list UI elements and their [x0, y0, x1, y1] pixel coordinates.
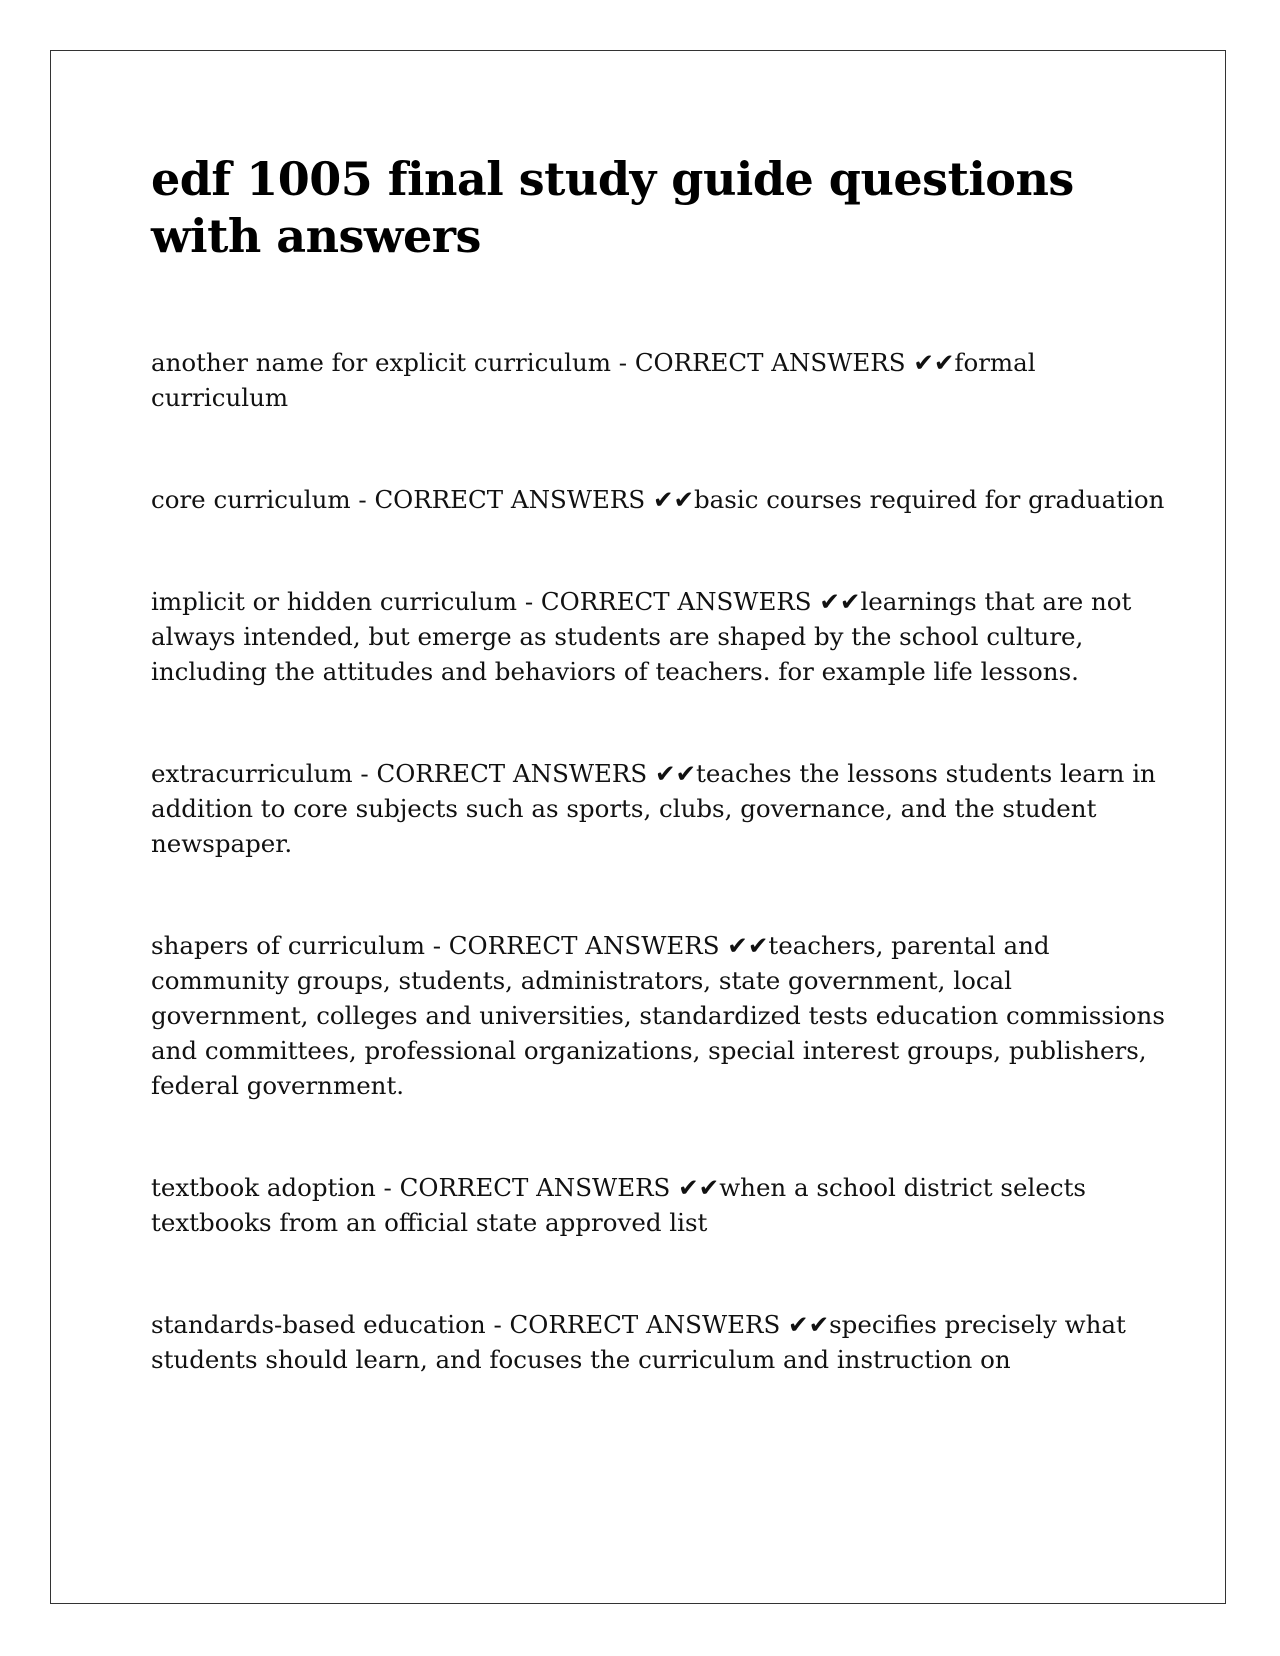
- qa-term: another name for explicit curriculum: [151, 348, 611, 377]
- qa-answer-label: CORRECT ANSWERS: [509, 1310, 781, 1339]
- qa-answer-label: CORRECT ANSWERS: [399, 1173, 671, 1202]
- qa-answer: when a school district selects textbooks from an official state approved list: [151, 1173, 1086, 1237]
- qa-answer: specifies precisely what students should learn, and focuses the curriculum and instruction on: [151, 1310, 1126, 1374]
- qa-answer-label: CORRECT ANSWERS: [540, 587, 812, 616]
- qa-answer: teaches the lessons students learn in addition to core subjects such as sports, clubs, governance, and the student newspaper.: [151, 759, 1156, 858]
- check-marks-icon: ✔✔: [654, 759, 697, 788]
- qa-term: shapers of curriculum: [151, 931, 425, 960]
- qa-item: [151, 482, 1171, 517]
- check-marks-icon: ✔✔: [819, 587, 861, 616]
- qa-separator: -: [424, 931, 449, 960]
- qa-term: standards-based education: [151, 1310, 486, 1339]
- qa-term: extracurriculum: [151, 759, 353, 788]
- qa-item: [151, 1307, 1171, 1377]
- qa-separator: -: [375, 1173, 400, 1202]
- qa-term: implicit or hidden curriculum: [151, 587, 518, 616]
- qa-answer-label: CORRECT ANSWERS: [374, 485, 646, 514]
- check-marks-icon: ✔✔: [727, 931, 769, 960]
- qa-item: [151, 928, 1171, 1103]
- document-title: edf 1005 final study guide questions with answers: [151, 152, 1074, 263]
- qa-item: [151, 345, 1171, 415]
- qa-answer-label: CORRECT ANSWERS: [376, 759, 648, 788]
- check-marks-icon: ✔✔: [913, 348, 955, 377]
- qa-answer-label: CORRECT ANSWERS: [448, 931, 720, 960]
- qa-separator: -: [517, 587, 541, 616]
- check-marks-icon: ✔✔: [652, 485, 694, 514]
- qa-item: [151, 1170, 1171, 1240]
- qa-list: [151, 345, 1171, 1377]
- check-marks-icon: ✔✔: [788, 1310, 830, 1339]
- qa-answer: teachers, parental and community groups, students, administrators, state government, local government, colleges and universities, standardized tests education commissions and committees, professional organizations, special interest groups, publishers, federal government.: [151, 931, 1165, 1100]
- qa-term: core curriculum: [151, 485, 351, 514]
- qa-answer-label: CORRECT ANSWERS: [634, 348, 906, 377]
- document-content: [151, 151, 1171, 1444]
- qa-separator: -: [352, 759, 377, 788]
- qa-separator: -: [485, 1310, 510, 1339]
- document-page: [50, 50, 1226, 1604]
- qa-item: [151, 756, 1171, 861]
- qa-term: textbook adoption: [151, 1173, 376, 1202]
- qa-separator: -: [610, 348, 635, 377]
- qa-answer: learnings that are not always intended, but emerge as students are shaped by the school culture, including the attitudes and behaviors of teachers. for example life lessons.: [151, 587, 1132, 686]
- qa-answer: basic courses required for graduation: [694, 485, 1165, 514]
- check-marks-icon: ✔✔: [678, 1173, 720, 1202]
- qa-separator: -: [350, 485, 375, 514]
- qa-answer: formal curriculum: [151, 348, 1036, 412]
- qa-item: [151, 584, 1171, 689]
